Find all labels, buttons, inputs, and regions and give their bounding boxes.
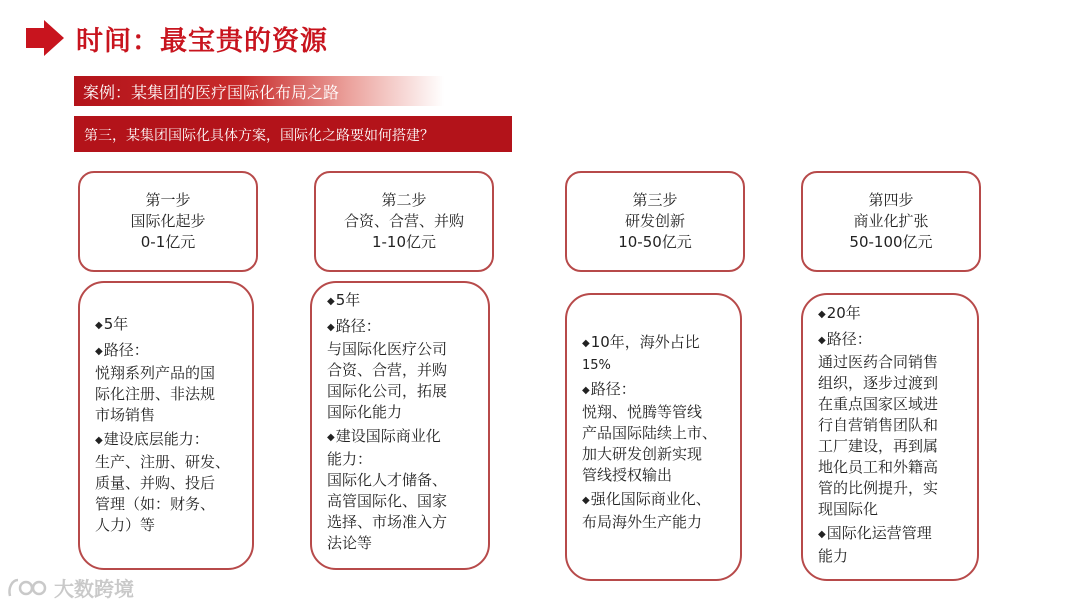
path-line: 国际化能力	[327, 403, 403, 421]
path-label: ◆ 路径：	[818, 329, 969, 352]
step-name: 第三步	[632, 191, 678, 209]
path-line: 现国际化	[818, 500, 879, 518]
overseas-share: 15%	[582, 358, 611, 373]
step-box-1	[78, 171, 258, 272]
capability-line: 选择、市场准入方	[327, 513, 448, 531]
path-line: 组织，逐步过渡到	[818, 374, 939, 392]
path-line: 合资、合营，并购	[327, 361, 448, 379]
path-line: 行自营销售团队和	[818, 416, 939, 434]
capability-label: ◆ 建设底层能力：	[95, 429, 244, 452]
step-name: 第四步	[868, 191, 914, 209]
path-line: 地化员工和外籍高	[818, 458, 939, 476]
watermark	[6, 573, 134, 602]
capability-line: 法论等	[327, 534, 373, 552]
capability-label: ◆ 国际化运营管理	[818, 523, 969, 546]
step-theme: 商业化扩张	[853, 212, 929, 230]
path-line: 管线授权输出	[582, 466, 673, 484]
step-name: 第二步	[381, 191, 427, 209]
path-line: 与国际化医疗公司	[327, 340, 448, 358]
step-revenue: 1-10亿元	[371, 233, 437, 251]
duration-text: ◆ 20年	[818, 303, 969, 326]
duration-text: ◆ 5年	[327, 290, 480, 313]
path-line: 工厂建设，再到属	[818, 437, 939, 455]
capability-label: ◆ 强化国际商业化、	[582, 489, 732, 512]
capability-line: 生产、注册、研发、	[95, 453, 231, 471]
step-box-3	[565, 171, 745, 272]
duration-text: ◆ 10年，海外占比	[582, 332, 732, 355]
capability-line: 能力	[818, 547, 849, 565]
step-revenue: 50-100亿元	[849, 233, 933, 251]
capability-line: 质量、并购、投后	[95, 474, 216, 492]
capability-line: 布局海外生产能力	[582, 513, 703, 531]
question-banner	[74, 116, 512, 152]
question-text: 第三，某集团国际化具体方案，国际化之路要如何搭建？	[84, 128, 434, 144]
detail-box-4	[801, 293, 979, 581]
step-theme: 国际化起步	[130, 212, 206, 230]
step-box-2	[314, 171, 494, 272]
path-line: 通过医药合同销售	[818, 353, 939, 371]
arrow-icon	[24, 18, 66, 58]
detail-box-1	[78, 281, 254, 570]
page-title: 时间：最宝贵的资源	[76, 26, 328, 57]
capability-line: 管理（如：财务、	[95, 495, 216, 513]
step-revenue: 0-1亿元	[140, 233, 196, 251]
path-label: ◆ 路径：	[582, 379, 732, 402]
path-line: 悦翔、悦腾等管线	[582, 403, 703, 421]
step-theme: 研发创新	[624, 212, 685, 230]
step-revenue: 10-50亿元	[618, 233, 692, 251]
step-box-4	[801, 171, 981, 272]
path-label: ◆ 路径：	[95, 340, 244, 363]
path-line: 市场销售	[95, 406, 156, 424]
case-label: 案例：某集团的医疗国际化布局之路	[83, 83, 340, 102]
path-label: ◆ 路径：	[327, 316, 480, 339]
capability-line: 人力）等	[95, 516, 156, 534]
capability-line: 能力：	[327, 450, 373, 468]
path-line: 国际化公司，拓展	[327, 382, 448, 400]
path-line: 产品国际陆续上市、	[582, 424, 718, 442]
detail-box-2	[310, 281, 490, 570]
path-line: 悦翔系列产品的国	[95, 364, 216, 382]
watermark-logo-icon	[6, 574, 50, 602]
path-line: 际化注册、非法规	[95, 385, 216, 403]
detail-box-3	[565, 293, 742, 581]
case-banner	[74, 76, 444, 106]
path-line: 在重点国家区域进	[818, 395, 939, 413]
capability-label: ◆ 建设国际商业化	[327, 426, 480, 449]
step-name: 第一步	[145, 191, 191, 209]
step-theme: 合资、合营、并购	[343, 212, 464, 230]
capability-line: 国际化人才储备、	[327, 471, 448, 489]
capability-line: 高管国际化、国家	[327, 492, 448, 510]
path-line: 管的比例提升，实	[818, 479, 939, 497]
watermark-text: 大数跨境	[54, 577, 134, 601]
path-line: 加大研发创新实现	[582, 445, 703, 463]
duration-text: ◆ 5年	[95, 314, 244, 337]
